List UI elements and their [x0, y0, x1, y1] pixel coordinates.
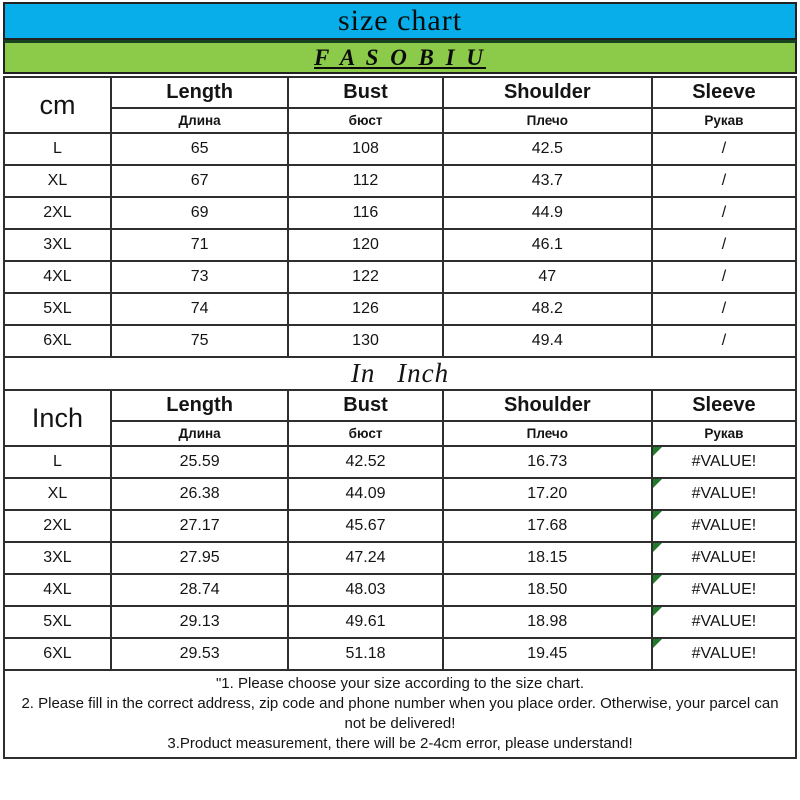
bust-cell: 45.67 [288, 510, 442, 542]
brand-banner [3, 40, 797, 74]
bust-cell: 130 [288, 325, 442, 357]
sleeve-error-value: #VALUE! [691, 581, 757, 598]
sleeve-cell: / [652, 165, 796, 197]
bust-cell: 120 [288, 229, 442, 261]
table-row-cm-l [4, 133, 796, 165]
column-header-length-ru: Длина [111, 421, 288, 446]
shoulder-cell: 49.4 [443, 325, 652, 357]
column-header-shoulder: Shoulder [443, 77, 652, 108]
column-header-sleeve-ru: Рукав [652, 421, 796, 446]
column-header-length: Length [111, 390, 288, 421]
sleeve-error-cell [652, 542, 796, 574]
sleeve-error-cell [652, 478, 796, 510]
shoulder-cell: 18.50 [443, 574, 652, 606]
table-row-cm-xl [4, 165, 796, 197]
shoulder-cell: 18.15 [443, 542, 652, 574]
cm-header-row [4, 77, 796, 108]
sleeve-error-value: #VALUE! [691, 453, 757, 470]
table-row-cm-5xl [4, 293, 796, 325]
column-header-bust: Bust [288, 390, 442, 421]
bust-cell: 48.03 [288, 574, 442, 606]
sleeve-error-cell [652, 446, 796, 478]
sleeve-cell: / [652, 325, 796, 357]
bust-cell: 51.18 [288, 638, 442, 670]
sleeve-cell: / [652, 197, 796, 229]
size-cell: 3XL [4, 542, 111, 574]
length-cell: 28.74 [111, 574, 288, 606]
table-row-cm-6xl [4, 325, 796, 357]
shoulder-cell: 42.5 [443, 133, 652, 165]
column-header-sleeve-ru: Рукав [652, 108, 796, 133]
table-row-inch-2xl [4, 510, 796, 542]
table-row-inch-3xl [4, 542, 796, 574]
inch-header-row [4, 390, 796, 421]
length-cell: 71 [111, 229, 288, 261]
column-header-shoulder-ru: Плечо [443, 108, 652, 133]
column-header-length-ru: Длина [111, 108, 288, 133]
error-indicator-icon [653, 479, 662, 488]
error-indicator-icon [653, 447, 662, 456]
shoulder-cell: 18.98 [443, 606, 652, 638]
length-cell: 73 [111, 261, 288, 293]
size-cell: L [4, 446, 111, 478]
size-chart-table [3, 76, 797, 759]
bust-cell: 108 [288, 133, 442, 165]
notes-row [4, 670, 796, 758]
brand-name: F A S O B I U [314, 44, 486, 70]
bust-cell: 122 [288, 261, 442, 293]
column-header-sleeve: Sleeve [652, 390, 796, 421]
table-row-cm-2xl [4, 197, 796, 229]
length-cell: 25.59 [111, 446, 288, 478]
bust-cell: 42.52 [288, 446, 442, 478]
size-cell: 5XL [4, 293, 111, 325]
cm-header-row-ru [4, 108, 796, 133]
note-line-3: 3.Product measurement, there will be 2-4cm error, please understand! [167, 735, 633, 752]
in-inch-row [4, 357, 796, 390]
shoulder-cell: 47 [443, 261, 652, 293]
in-inch-heading: In Inch [4, 357, 796, 390]
bust-cell: 112 [288, 165, 442, 197]
length-cell: 29.53 [111, 638, 288, 670]
size-cell: L [4, 133, 111, 165]
table-row-inch-l [4, 446, 796, 478]
inch-header-row-ru [4, 421, 796, 446]
cm-unit-label: cm [4, 77, 111, 133]
column-header-sleeve: Sleeve [652, 77, 796, 108]
note-line-2: 2. Please fill in the correct address, zip code and phone number when you place order. Otherwise, your parcel can not be delivered! [21, 695, 779, 732]
bust-cell: 44.09 [288, 478, 442, 510]
length-cell: 69 [111, 197, 288, 229]
length-cell: 27.95 [111, 542, 288, 574]
shoulder-cell: 43.7 [443, 165, 652, 197]
table-row-inch-xl [4, 478, 796, 510]
length-cell: 74 [111, 293, 288, 325]
bust-cell: 49.61 [288, 606, 442, 638]
length-cell: 67 [111, 165, 288, 197]
length-cell: 75 [111, 325, 288, 357]
note-line-1: "1. Please choose your size according to the size chart. [215, 675, 585, 692]
size-cell: 2XL [4, 510, 111, 542]
sleeve-cell: / [652, 293, 796, 325]
sleeve-error-value: #VALUE! [691, 645, 757, 662]
shoulder-cell: 19.45 [443, 638, 652, 670]
size-cell: XL [4, 165, 111, 197]
shoulder-cell: 44.9 [443, 197, 652, 229]
sleeve-error-value: #VALUE! [691, 613, 757, 630]
inch-unit-label: Inch [4, 390, 111, 446]
length-cell: 27.17 [111, 510, 288, 542]
column-header-shoulder-ru: Плечо [443, 421, 652, 446]
error-indicator-icon [653, 511, 662, 520]
sleeve-error-cell [652, 574, 796, 606]
sleeve-error-value: #VALUE! [691, 485, 757, 502]
size-cell: 2XL [4, 197, 111, 229]
shoulder-cell: 48.2 [443, 293, 652, 325]
size-cell: 3XL [4, 229, 111, 261]
sleeve-cell: / [652, 229, 796, 261]
size-cell: 4XL [4, 261, 111, 293]
error-indicator-icon [653, 575, 662, 584]
error-indicator-icon [653, 543, 662, 552]
column-header-bust: Bust [288, 77, 442, 108]
shoulder-cell: 46.1 [443, 229, 652, 261]
shoulder-cell: 17.68 [443, 510, 652, 542]
error-indicator-icon [653, 607, 662, 616]
length-cell: 26.38 [111, 478, 288, 510]
error-indicator-icon [653, 639, 662, 648]
length-cell: 29.13 [111, 606, 288, 638]
sleeve-cell: / [652, 133, 796, 165]
title-banner [3, 2, 797, 40]
bust-cell: 116 [288, 197, 442, 229]
sleeve-error-value: #VALUE! [691, 517, 757, 534]
bust-cell: 47.24 [288, 542, 442, 574]
size-cell: 6XL [4, 638, 111, 670]
table-row-cm-3xl [4, 229, 796, 261]
sleeve-error-cell [652, 510, 796, 542]
size-cell: XL [4, 478, 111, 510]
column-header-length: Length [111, 77, 288, 108]
table-row-inch-5xl [4, 606, 796, 638]
column-header-bust-ru: бюст [288, 421, 442, 446]
length-cell: 65 [111, 133, 288, 165]
bust-cell: 126 [288, 293, 442, 325]
table-row-inch-6xl [4, 638, 796, 670]
size-cell: 5XL [4, 606, 111, 638]
sleeve-error-value: #VALUE! [691, 549, 757, 566]
shoulder-cell: 16.73 [443, 446, 652, 478]
size-cell: 4XL [4, 574, 111, 606]
table-row-cm-4xl [4, 261, 796, 293]
shoulder-cell: 17.20 [443, 478, 652, 510]
column-header-bust-ru: бюст [288, 108, 442, 133]
table-row-inch-4xl [4, 574, 796, 606]
page-title: size chart [337, 4, 463, 37]
column-header-shoulder: Shoulder [443, 390, 652, 421]
size-cell: 6XL [4, 325, 111, 357]
sleeve-error-cell [652, 638, 796, 670]
notes-cell [4, 670, 796, 758]
sleeve-error-cell [652, 606, 796, 638]
sleeve-cell: / [652, 261, 796, 293]
